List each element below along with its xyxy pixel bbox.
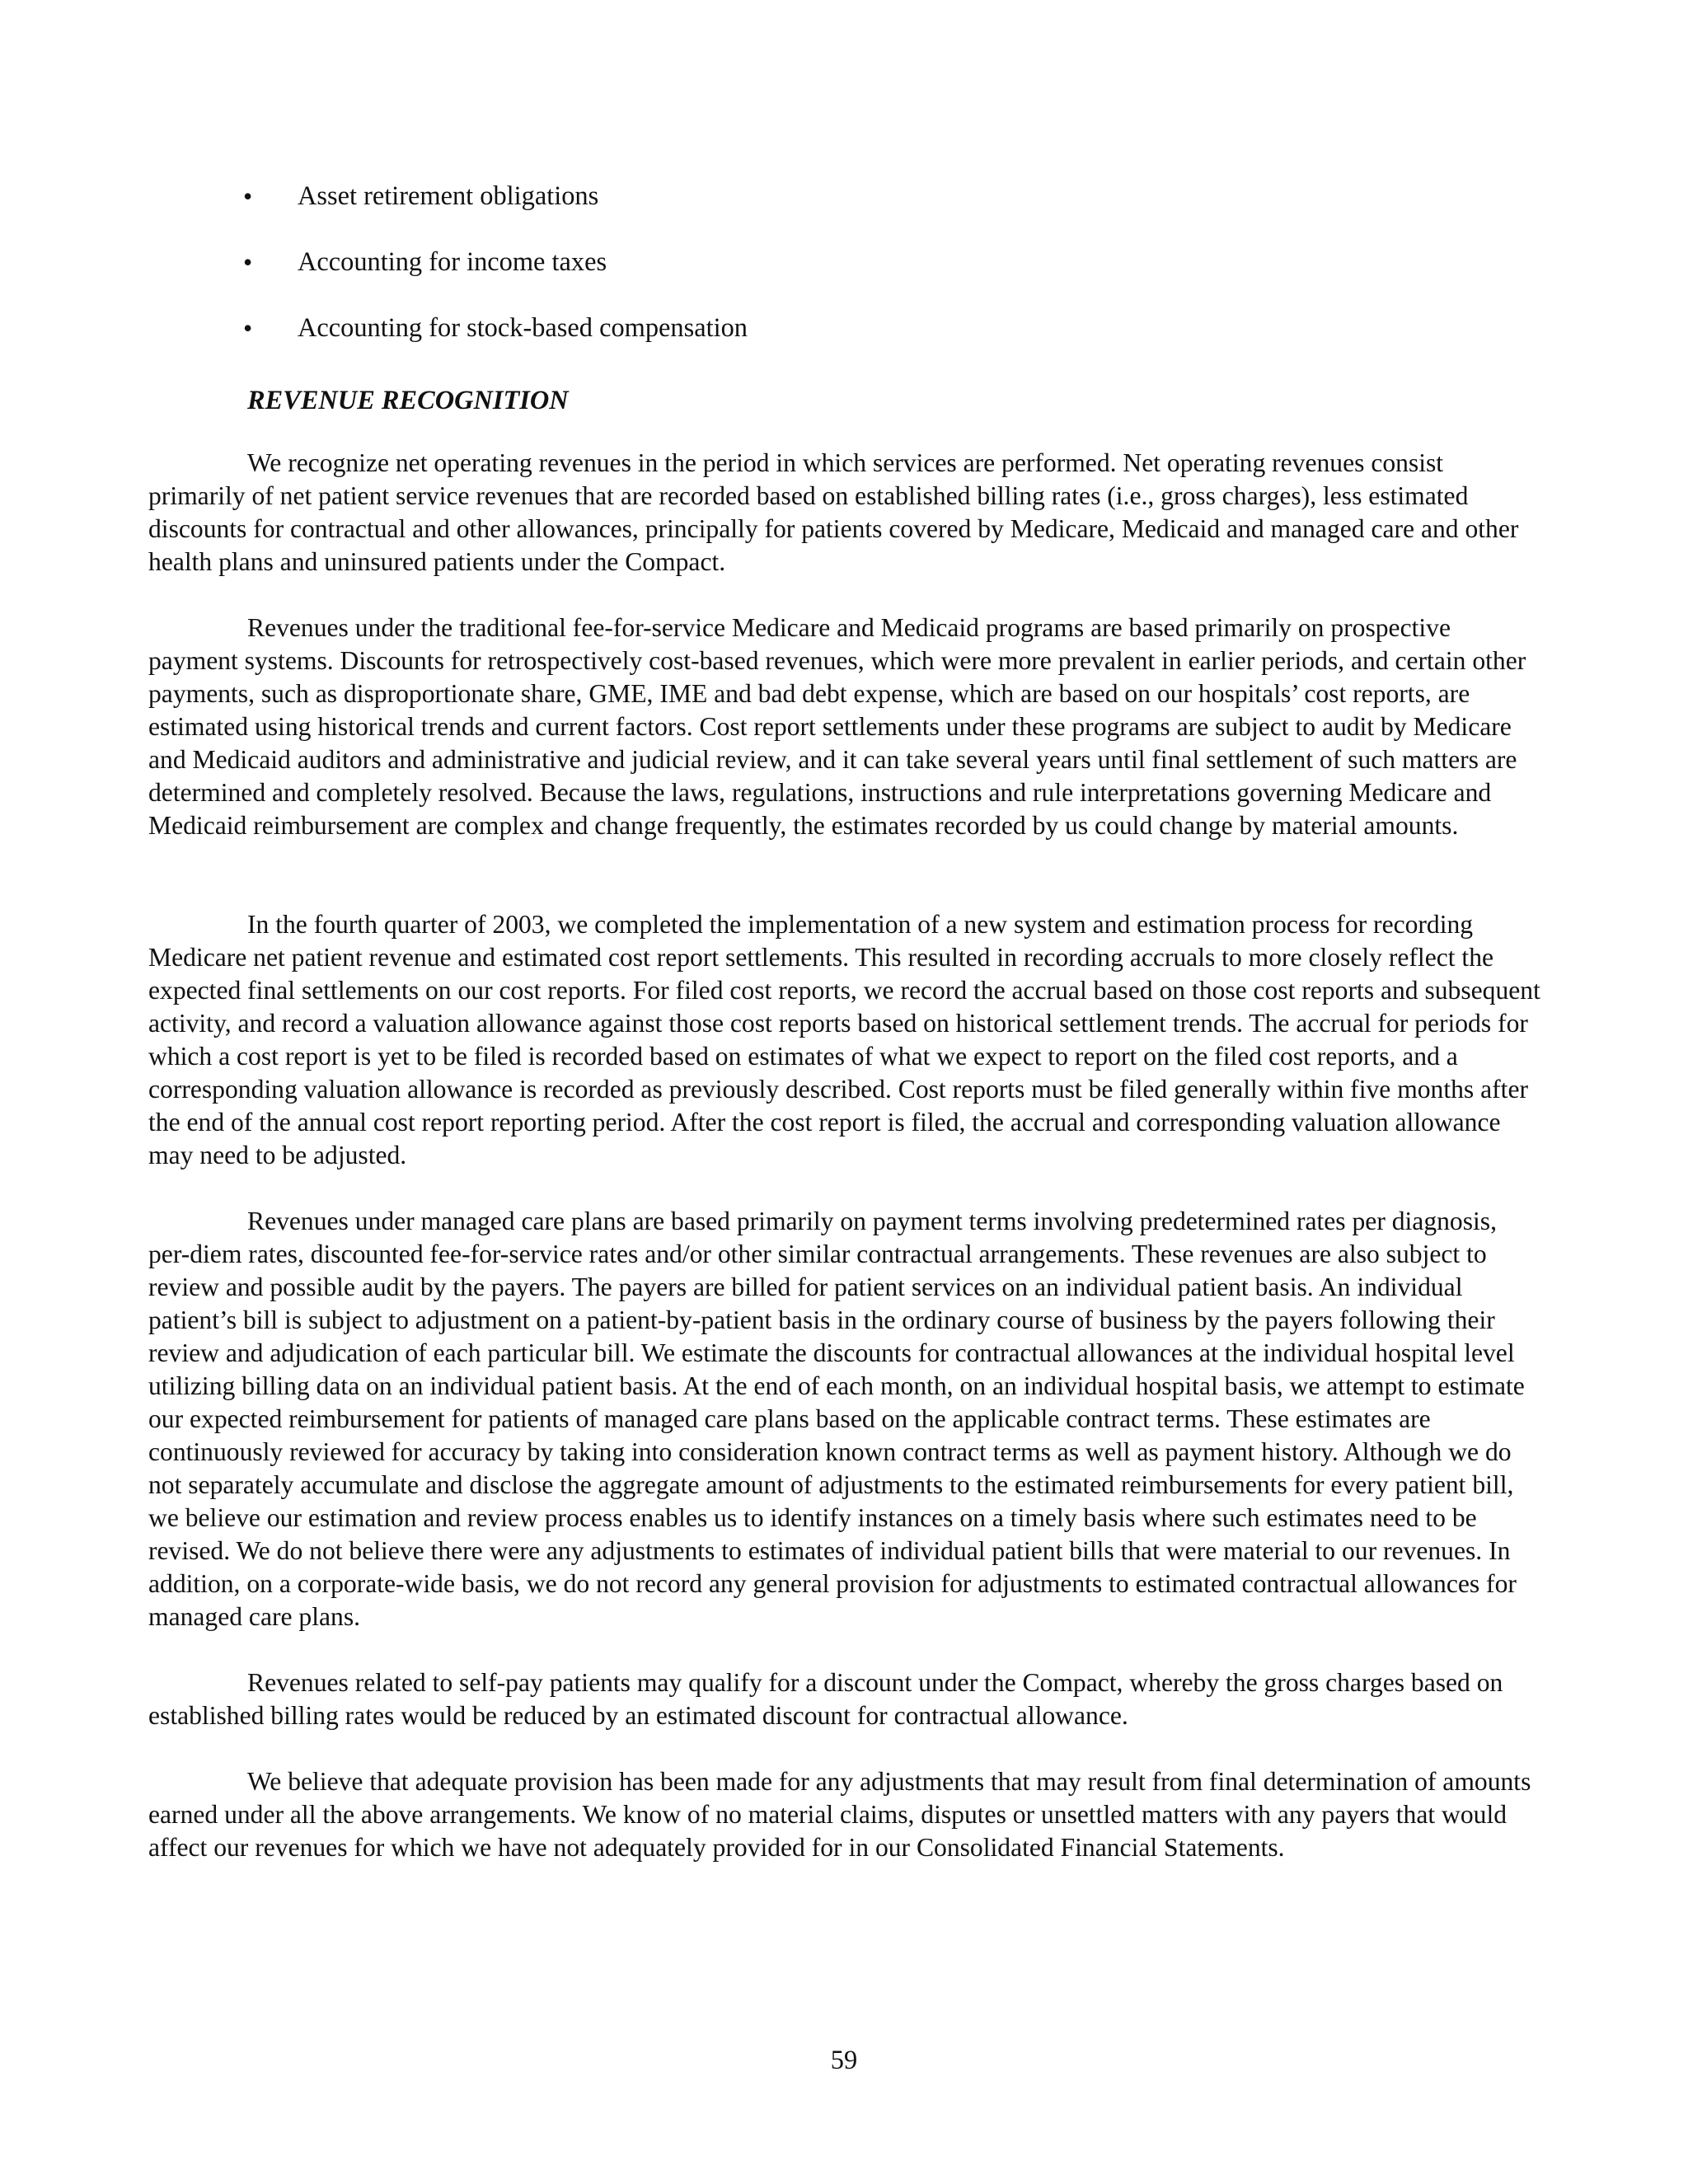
paragraph: Revenues under the traditional fee-for-service Medicare and Medicaid programs are based primarily on prospective payment systems. Discounts for retrospectively cost-based revenues, which were more prevalent in earlier periods, and certain other payments, such as disproportionate share, GME, IME and bad debt expense, which are based on our hospitals’ cost reports, are estimated using historical trends and current factors. Cost report settlements under these programs are subject to audit by Medicare and Medicaid auditors and administrative and judicial review, and it can take several years until final settlement of such matters are determined and completely resolved. Because the laws, regulations, instructions and rule interpretations governing Medicare and Medicaid reimbursement are complex and change frequently, the estimates recorded by us could change by material amounts. [148, 613, 1526, 840]
paragraph: In the fourth quarter of 2003, we completed the implementation of a new system and estimation process for recording Medicare net patient revenue and estimated cost report settlements. This resulted in recording accruals to more closely reflect the expected final settlements on our cost reports. For filed cost reports, we record the accrual based on those cost reports and subsequent activity, and record a valuation allowance against those cost reports based on historical settlement trends. The accrual for periods for which a cost report is yet to be filed is recorded based on estimates of what we expect to report on the filed cost reports, and a corresponding valuation allowance is recorded as previously described. Cost reports must be filed generally within five months after the end of the annual cost report reporting period. After the cost report is filed, the accrual and corresponding valuation allowance may need to be adjusted. [148, 910, 1540, 1169]
bullet-text: Accounting for income taxes [298, 247, 607, 277]
bullet-icon: • [243, 181, 253, 211]
section-heading: REVENUE RECOGNITION [247, 386, 569, 415]
paragraph: Revenues under managed care plans are based primarily on payment terms involving predetermined rates per diagnosis, per-diem rates, discounted fee-for-service rates and/or other similar contractual arrangements. These revenues are also subject to review and possible audit by the payers. The payers are billed for patient services on an individual patient basis. An individual patient’s bill is subject to adjustment on a patient-by-patient basis in the ordinary course of business by the payers following their review and adjudication of each particular bill. We estimate the discounts for contractual allowances at the individual hospital level utilizing billing data on an individual patient basis. At the end of each month, on an individual hospital basis, we attempt to estimate our expected reimbursement for patients of managed care plans based on the applicable contract terms. These estimates are continuously reviewed for accuracy by taking into consideration known contract terms as well as payment history. Although we do not separately accumulate and disclose the aggregate amount of adjustments to the estimated reimbursements for every patient bill, we believe our estimation and review process enables us to identify instances on a timely basis where such estimates need to be revised. We do not believe there were any adjustments to estimates of individual patient bills that were material to our revenues. In addition, on a corporate-wide basis, we do not record any general provision for adjustments to estimated contractual allowances for managed care plans. [148, 1207, 1525, 1631]
paragraph: We believe that adequate provision has been made for any adjustments that may result from final determination of amounts earned under all the above arrangements. We know of no material claims, disputes or unsettled matters with any payers that would affect our revenues for which we have not adequately provided for in our Consolidated Financial Statements. [148, 1767, 1531, 1862]
bullet-text: Accounting for stock-based compensation [298, 313, 748, 343]
paragraph: Revenues related to self-pay patients may qualify for a discount under the Compact, whereby the gross charges based on established billing rates would be reduced by an estimated discount for contractual allowance. [148, 1668, 1503, 1730]
page-number: 59 [830, 2046, 858, 2075]
list-item [0, 244, 1688, 280]
paragraph: We recognize net operating revenues in the period in which services are performed. Net operating revenues consist primarily of net patient service revenues that are recorded based on established billing rates (i.e., gross charges), less estimated discounts for contractual and other allowances, principally for patients covered by Medicare, Medicaid and managed care and other health plans and uninsured patients under the Compact. [148, 448, 1519, 576]
list-item [0, 310, 1688, 346]
bullet-icon: • [243, 247, 253, 277]
bullet-icon: • [243, 313, 253, 343]
list-item [0, 178, 1688, 214]
bullet-text: Asset retirement obligations [298, 181, 599, 211]
